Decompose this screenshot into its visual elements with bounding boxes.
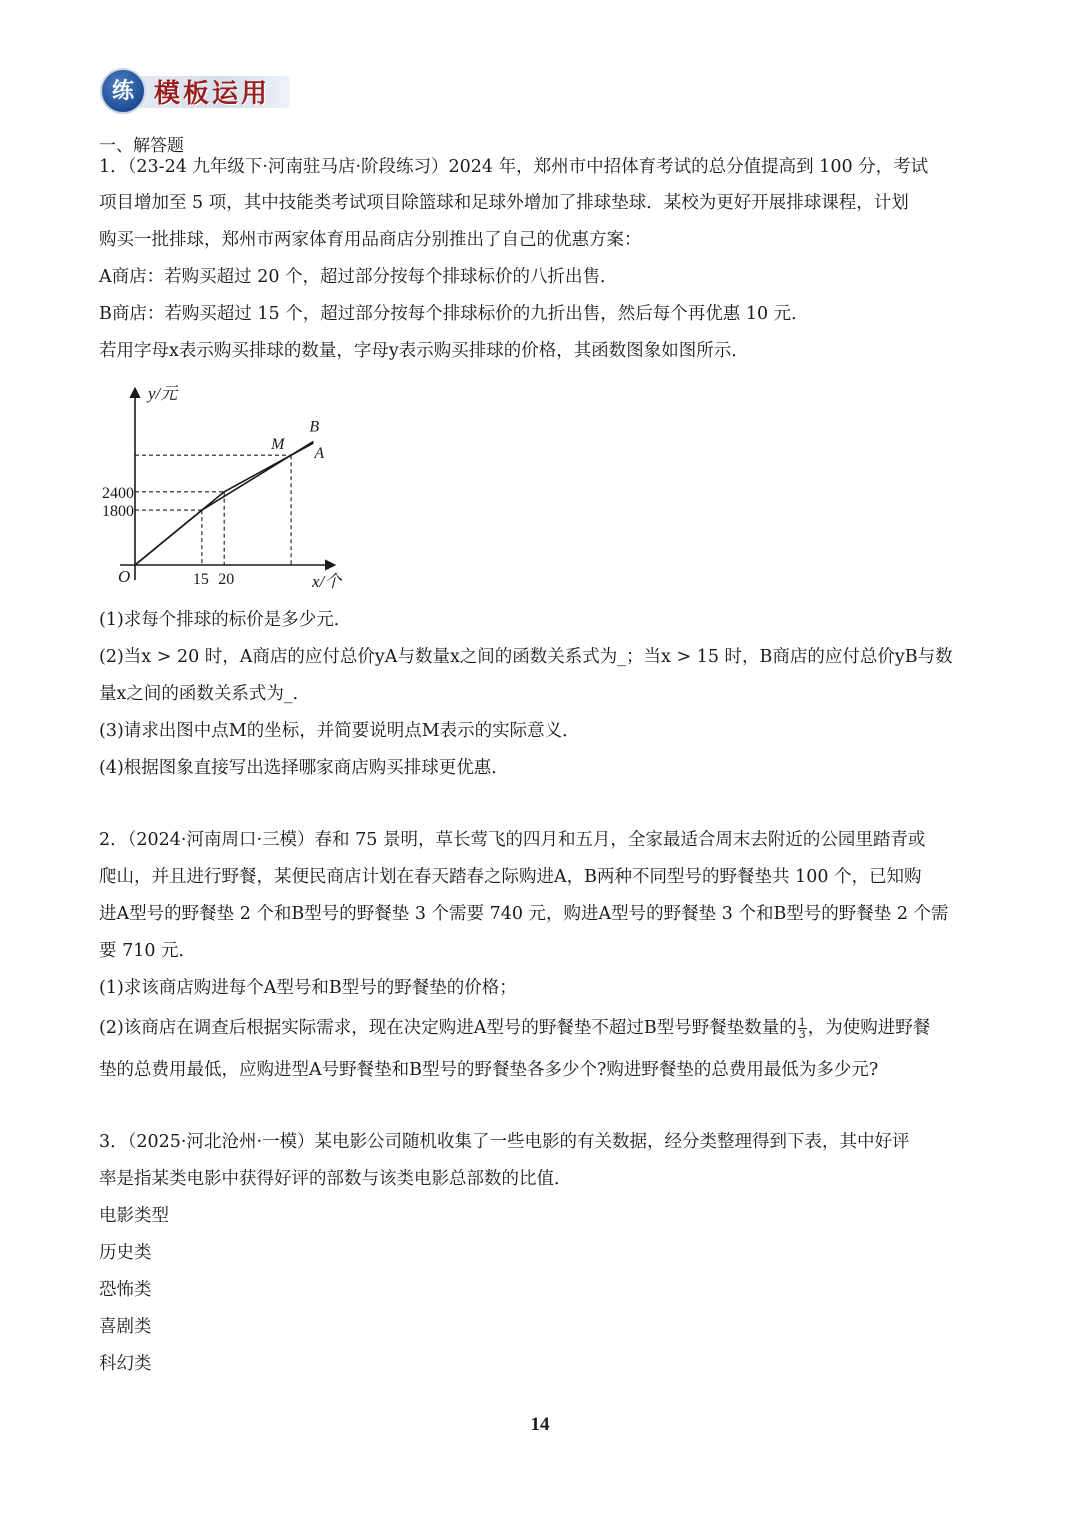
- q1-line-3: 购买一批排球，郑州市两家体育用品商店分别推出了自己的优惠方案：: [99, 230, 642, 250]
- section-banner: [100, 68, 290, 116]
- q2-part-2-text-a: (2)该商店在调查后根据实际需求，现在决定购进A型号的野餐垫不超过B型号野餐垫数量的: [99, 1018, 797, 1038]
- q2-part-2-cont: 垫的总费用最低，应购进型A号野餐垫和B型号的野餐垫各多少个?购进野餐垫的总费用最低为多少元?: [99, 1060, 879, 1080]
- fraction-one-third: [798, 1017, 807, 1040]
- series-label-a: A: [314, 445, 325, 462]
- dashed-guides: [135, 455, 291, 565]
- series-line-b: [135, 441, 313, 565]
- section-title: 一、解答题: [99, 136, 184, 156]
- q1-part-3: (3)请求出图中点M的坐标，并简要说明点M表示的实际意义．: [99, 721, 580, 741]
- q1-part-1: (1)求每个排球的标价是多少元．: [99, 610, 352, 630]
- fraction-numerator: 1: [798, 1016, 806, 1029]
- q2-line-2: 爬山，并且进行野餐，某便民商店计划在春天踏春之际购进A，B两种不同型号的野餐垫共 100 个，已知购: [99, 867, 922, 887]
- q2-line-1: 2．（2024·河南周口·三模）春和 75 景明，草长莺飞的四月和五月，全家最适合周末去附近的公园里踏青或: [99, 830, 926, 850]
- q3-line-2: 率是指某类电影中获得好评的部数与该类电影总部数的比值．: [99, 1169, 572, 1189]
- q1-line-2: 项目增加至 5 项，其中技能类考试项目除篮球和足球外增加了排球垫球．某校为更好开展排球课程，计划: [99, 193, 909, 213]
- q1-line-6: 若用字母x表示购买排球的数量，字母y表示购买排球的价格，其函数图象如图所示．: [99, 341, 749, 361]
- q3-line-1: 3．（2025·河北沧州·一模）某电影公司随机收集了一些电影的有关数据，经分类整理得到下表，其中好评: [99, 1132, 910, 1152]
- q2-line-4: 要 710 元．: [99, 941, 197, 961]
- banner-title: 模板运用: [154, 79, 271, 109]
- table-row-scifi: 科幻类: [99, 1354, 152, 1374]
- q1-line-5: B商店：若购买超过 15 个，超过部分按每个排球标价的九折出售，然后每个再优惠 10 元．: [99, 304, 809, 324]
- q1-line-1: 1．（23-24 九年级下·河南驻马店·阶段练习）2024 年，郑州市中招体育考试的总分值提高到 100 分，考试: [99, 157, 929, 177]
- q2-part-2-text-b: ，为使购进野餐: [807, 1018, 931, 1038]
- point-label-m: M: [271, 436, 285, 454]
- series-lines: [135, 441, 313, 565]
- table-row-comedy: 喜剧类: [99, 1317, 152, 1337]
- x-tick-15: 15: [192, 571, 209, 588]
- x-tick-20: 20: [218, 571, 235, 588]
- q1-part-2: (2)当x > 20 时，A商店的应付总价yA与数量x之间的函数关系式为_；当x > 15 时，B商店的应付总价yB与数: [99, 647, 953, 667]
- q2-part-1: (1)求该商店购进每个A型号和B型号的野餐垫的价格；: [99, 978, 517, 998]
- series-label-b: B: [309, 418, 320, 436]
- table-row-history: 历史类: [99, 1243, 152, 1263]
- page-number: 14: [530, 1414, 550, 1435]
- q2-part-2: [99, 1017, 930, 1040]
- q1-line-4: A商店：若购买超过 20 个，超过部分按每个排球标价的八折出售．: [99, 267, 618, 287]
- q2-line-3: 进A型号的野餐垫 2 个和B型号的野餐垫 3 个需要 740 元，购进A型号的野餐垫 3 个和B型号的野餐垫 2 个需: [99, 904, 949, 924]
- y-axis-label: y/元: [148, 384, 178, 403]
- x-axis-label: x/个: [312, 572, 342, 591]
- table-row-horror: 恐怖类: [99, 1280, 152, 1300]
- y-tick-2400: 2400: [102, 484, 134, 502]
- practice-badge-icon: 练: [100, 68, 146, 114]
- function-graph: [90, 375, 370, 595]
- q1-part-4: (4)根据图象直接写出选择哪家商店购买排球更优惠．: [99, 758, 509, 778]
- y-tick-1800: 1800: [102, 503, 134, 521]
- origin-label: O: [118, 567, 131, 586]
- series-line-a: [135, 443, 313, 565]
- fraction-denominator: 3: [798, 1028, 806, 1041]
- q1-part-2-cont: 量x之间的函数关系式为_．: [99, 684, 311, 704]
- table-header-movie-type: 电影类型: [99, 1206, 169, 1226]
